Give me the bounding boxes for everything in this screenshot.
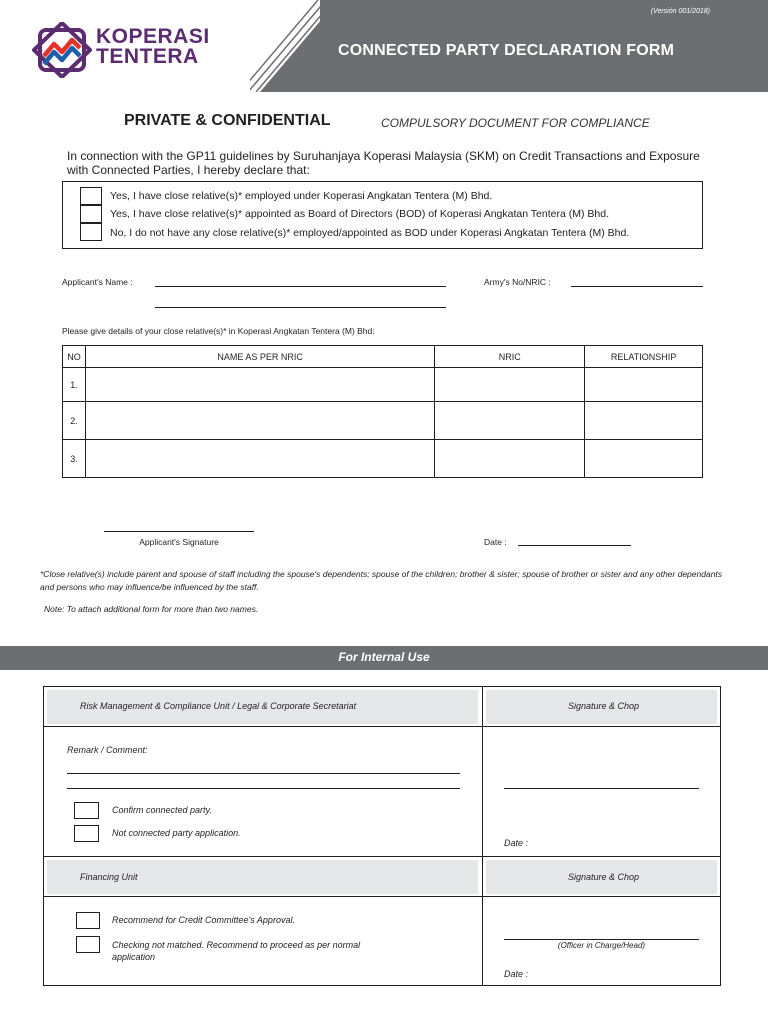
declaration-checkbox-3[interactable] [80,223,102,241]
logo-text-line2: TENTERA [96,45,199,68]
table-row [63,368,703,402]
relatives-details-label: Please give details of your close relative(s)* in Koperasi Angkatan Tentera (M) Bhd: [62,326,375,336]
remark-field-line2[interactable] [67,788,460,789]
relatives-table [62,345,703,478]
risk-unit-label: Risk Management & Compliance Unit / Legal & Corporate Secretariat [80,701,357,711]
relationship-cell[interactable] [585,368,703,402]
applicant-name-field[interactable] [155,286,446,287]
recommend-approval-checkbox[interactable] [76,912,100,929]
not-connected-label: Not connected party application. [112,828,241,838]
name-cell[interactable] [85,368,434,402]
financing-date-label: Date : [504,969,529,979]
declaration-checkbox-1[interactable] [80,187,102,205]
sign-chop-label-2: Signature & Chop [567,872,640,882]
remark-field-line1[interactable] [67,773,460,774]
officer-label: (Officer in Charge/Head) [557,941,646,950]
close-relatives-footnote: *Close relative(s) include parent and spouse of staff including the spouse's dependents; spouse of the children; brother & sister; spouse of brother or sister and any other dependants and persons who may influence/be influenced by the staff. [40,569,723,592]
col-nric-header: NRIC [435,346,585,368]
declaration-option-1: Yes, I have close relative(s)* employed under Koperasi Angkatan Tentera (M) Bhd. [110,190,493,202]
internal-row-divider-2 [43,856,721,857]
table-row [63,440,703,478]
nric-cell[interactable] [435,402,585,440]
applicant-signature-field[interactable] [104,531,254,532]
nric-cell[interactable] [435,440,585,478]
header-diagonal-stripes [250,0,350,92]
name-cell[interactable] [85,440,434,478]
private-confidential-heading: PRIVATE & CONFIDENTIAL [124,112,331,129]
nric-cell[interactable] [435,368,585,402]
applicant-name-label: Applicant's Name : [62,277,133,287]
relationship-cell[interactable] [585,402,703,440]
col-no-header: NO [63,346,86,368]
form-title: CONNECTED PARTY DECLARATION FORM [338,42,675,59]
internal-row-divider-1 [43,726,721,727]
koperasi-logo-icon [32,22,92,78]
row-number: 2. [63,402,86,440]
declaration-checkbox-2[interactable] [80,205,102,223]
row-number: 1. [63,368,86,402]
checking-not-matched-checkbox[interactable] [76,936,100,953]
col-name-header: NAME AS PER NRIC [85,346,434,368]
applicant-date-label: Date : [484,537,507,547]
sign-chop-label-1: Signature & Chop [567,701,640,711]
risk-signature-field[interactable] [504,788,699,789]
name-cell[interactable] [85,402,434,440]
row-number: 3. [63,440,86,478]
relationship-cell[interactable] [585,440,703,478]
confirm-connected-checkbox[interactable] [74,802,99,819]
additional-form-note: Note: To attach additional form for more than two names. [44,604,259,614]
internal-column-divider [482,686,483,986]
version-label: (Versión 001/2018) [650,8,710,15]
col-relationship-header: RELATIONSHIP [585,346,703,368]
recommend-approval-label: Recommend for Credit Committee's Approval. [112,915,295,925]
risk-date-label: Date : [504,838,529,848]
table-header-row [63,346,703,368]
army-no-field[interactable] [571,286,703,287]
intro-paragraph: In connection with the GP11 guidelines by Suruhanjaya Koperasi Malaysia (SKM) on Credit Transactions and Exposure with Connected Parties, I hereby declare that: [67,149,700,177]
compulsory-note: COMPULSORY DOCUMENT FOR COMPLIANCE [381,116,650,130]
applicant-date-field[interactable] [518,545,631,546]
applicant-signature-label: Applicant's Signature [139,537,219,547]
officer-signature-field[interactable] [504,939,699,940]
logo-text-line1: KOPERASI [96,25,210,48]
not-connected-checkbox[interactable] [74,825,99,842]
applicant-name-field-line2[interactable] [155,307,446,308]
internal-use-title: For Internal Use [338,650,430,664]
declaration-option-3: No, I do not have any close relative(s)* employed/appointed as BOD under Koperasi Angkatan Tentera (M) Bhd. [110,227,630,239]
checking-not-matched-label: Checking not matched. Recommend to proceed as per normal application [112,940,361,962]
table-row [63,402,703,440]
financing-unit-label: Financing Unit [80,872,138,882]
logo-text [96,27,210,67]
internal-row-divider-3 [43,896,721,897]
declaration-option-2: Yes, I have close relative(s)* appointed as Board of Directors (BOD) of Koperasi Angkatan Tentera (M) Bhd. [110,208,610,220]
remark-label: Remark / Comment: [67,745,148,755]
army-no-label: Army's No/NRIC : [484,277,551,287]
confirm-connected-label: Confirm connected party. [112,805,212,815]
